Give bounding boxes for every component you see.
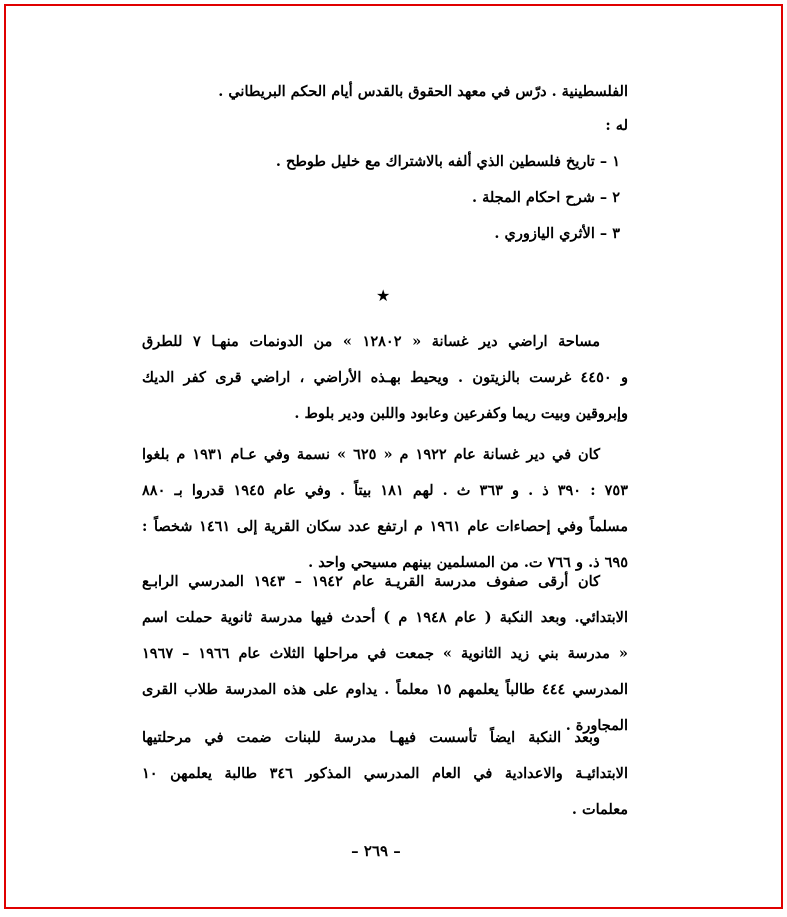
- paragraph-line: مسلماً وفي إحصاءات عام ١٩٦١ م ارتفع عدد سكان القرية إلى ١٤٦١ شخصاً :: [142, 518, 629, 535]
- paragraph-line: كان في دير غسانة عام ١٩٢٢ م « ٦٢٥ » نسمة وفي عـام ١٩٣١ م بلغوا: [142, 446, 601, 463]
- paragraph-line: ٧٥٣ : ٣٩٠ ذ . و ٣٦٣ ث . لهم ١٨١ بيتاً . وفي عام ١٩٤٥ قدروا بـ ٨٨٠: [142, 482, 628, 499]
- paragraph-line: وبعد النكبة ايضاً تأسست فيهـا مدرسة للبنات ضمت في مرحلتيها: [142, 729, 600, 746]
- works-list-item: ٢ – شرح احكام المجلة .: [471, 189, 620, 206]
- paragraph-line: كان أرقى صفوف مدرسة القريـة عام ١٩٤٢ – ١٩٤٣ المدرسي الرابـع: [142, 573, 600, 590]
- paragraph-line: معلمات .: [571, 801, 628, 818]
- biography-block: [142, 74, 628, 252]
- paragraph-line: وإبروقين وبيت ريما وكفرعين وعابود واللبن ودير بلوط .: [294, 405, 628, 422]
- works-heading: له :: [605, 117, 628, 134]
- girls-school-paragraph: [142, 720, 628, 828]
- paragraph-line: « مدرسة بني زيد الثانوية » جمعت في مراحلها الثلاث عام ١٩٦٦ – ١٩٦٧: [142, 645, 628, 662]
- works-list-item: ٣ – الأثري اليازوري .: [494, 225, 620, 242]
- page-number: – ٢٦٩ –: [351, 842, 401, 860]
- paragraph-line: الابتدائيـة والاعدادية في العام المدرسي المذكور ٣٤٦ طالبة يعلمهن ١٠: [142, 765, 628, 782]
- land-area-paragraph: [142, 324, 628, 432]
- paragraph-line: المدرسي ٤٤٤ طالباً يعلمهم ١٥ معلماً . يداوم على هذه المدرسة طلاب القرى: [142, 681, 628, 698]
- paragraph-line: المجاورة .: [565, 717, 628, 734]
- bio-text-line: الفلسطينية . درّس في معهد الحقوق بالقدس أيام الحكم البريطاني .: [218, 83, 628, 100]
- school-paragraph: [142, 564, 628, 744]
- paragraph-line: و ٤٤٥٠ غرست بالزيتون . ويحيط بهـذه الأراضي ، اراضي قرى كفر الديك: [142, 369, 628, 386]
- document-page: [4, 4, 783, 909]
- works-list-item: ١ – تاريخ فلسطين الذي ألفه بالاشتراك مع خليل طوطح .: [275, 153, 620, 170]
- population-paragraph: [142, 437, 628, 581]
- paragraph-line: الابتدائي. وبعد النكبة ( عام ١٩٤٨ م ) أحدث فيها مدرسة ثانوية حملت اسم: [142, 609, 628, 626]
- star-separator-icon: ★: [376, 286, 391, 305]
- paragraph-line: مساحة اراضي دير غسانة « ١٢٨٠٢ » من الدونمات منهـا ٧ للطرق: [142, 333, 600, 350]
- paragraph-line: ٦٩٥ ذ. و ٧٦٦ ت. من المسلمين بينهم مسيحي واحد .: [308, 554, 628, 571]
